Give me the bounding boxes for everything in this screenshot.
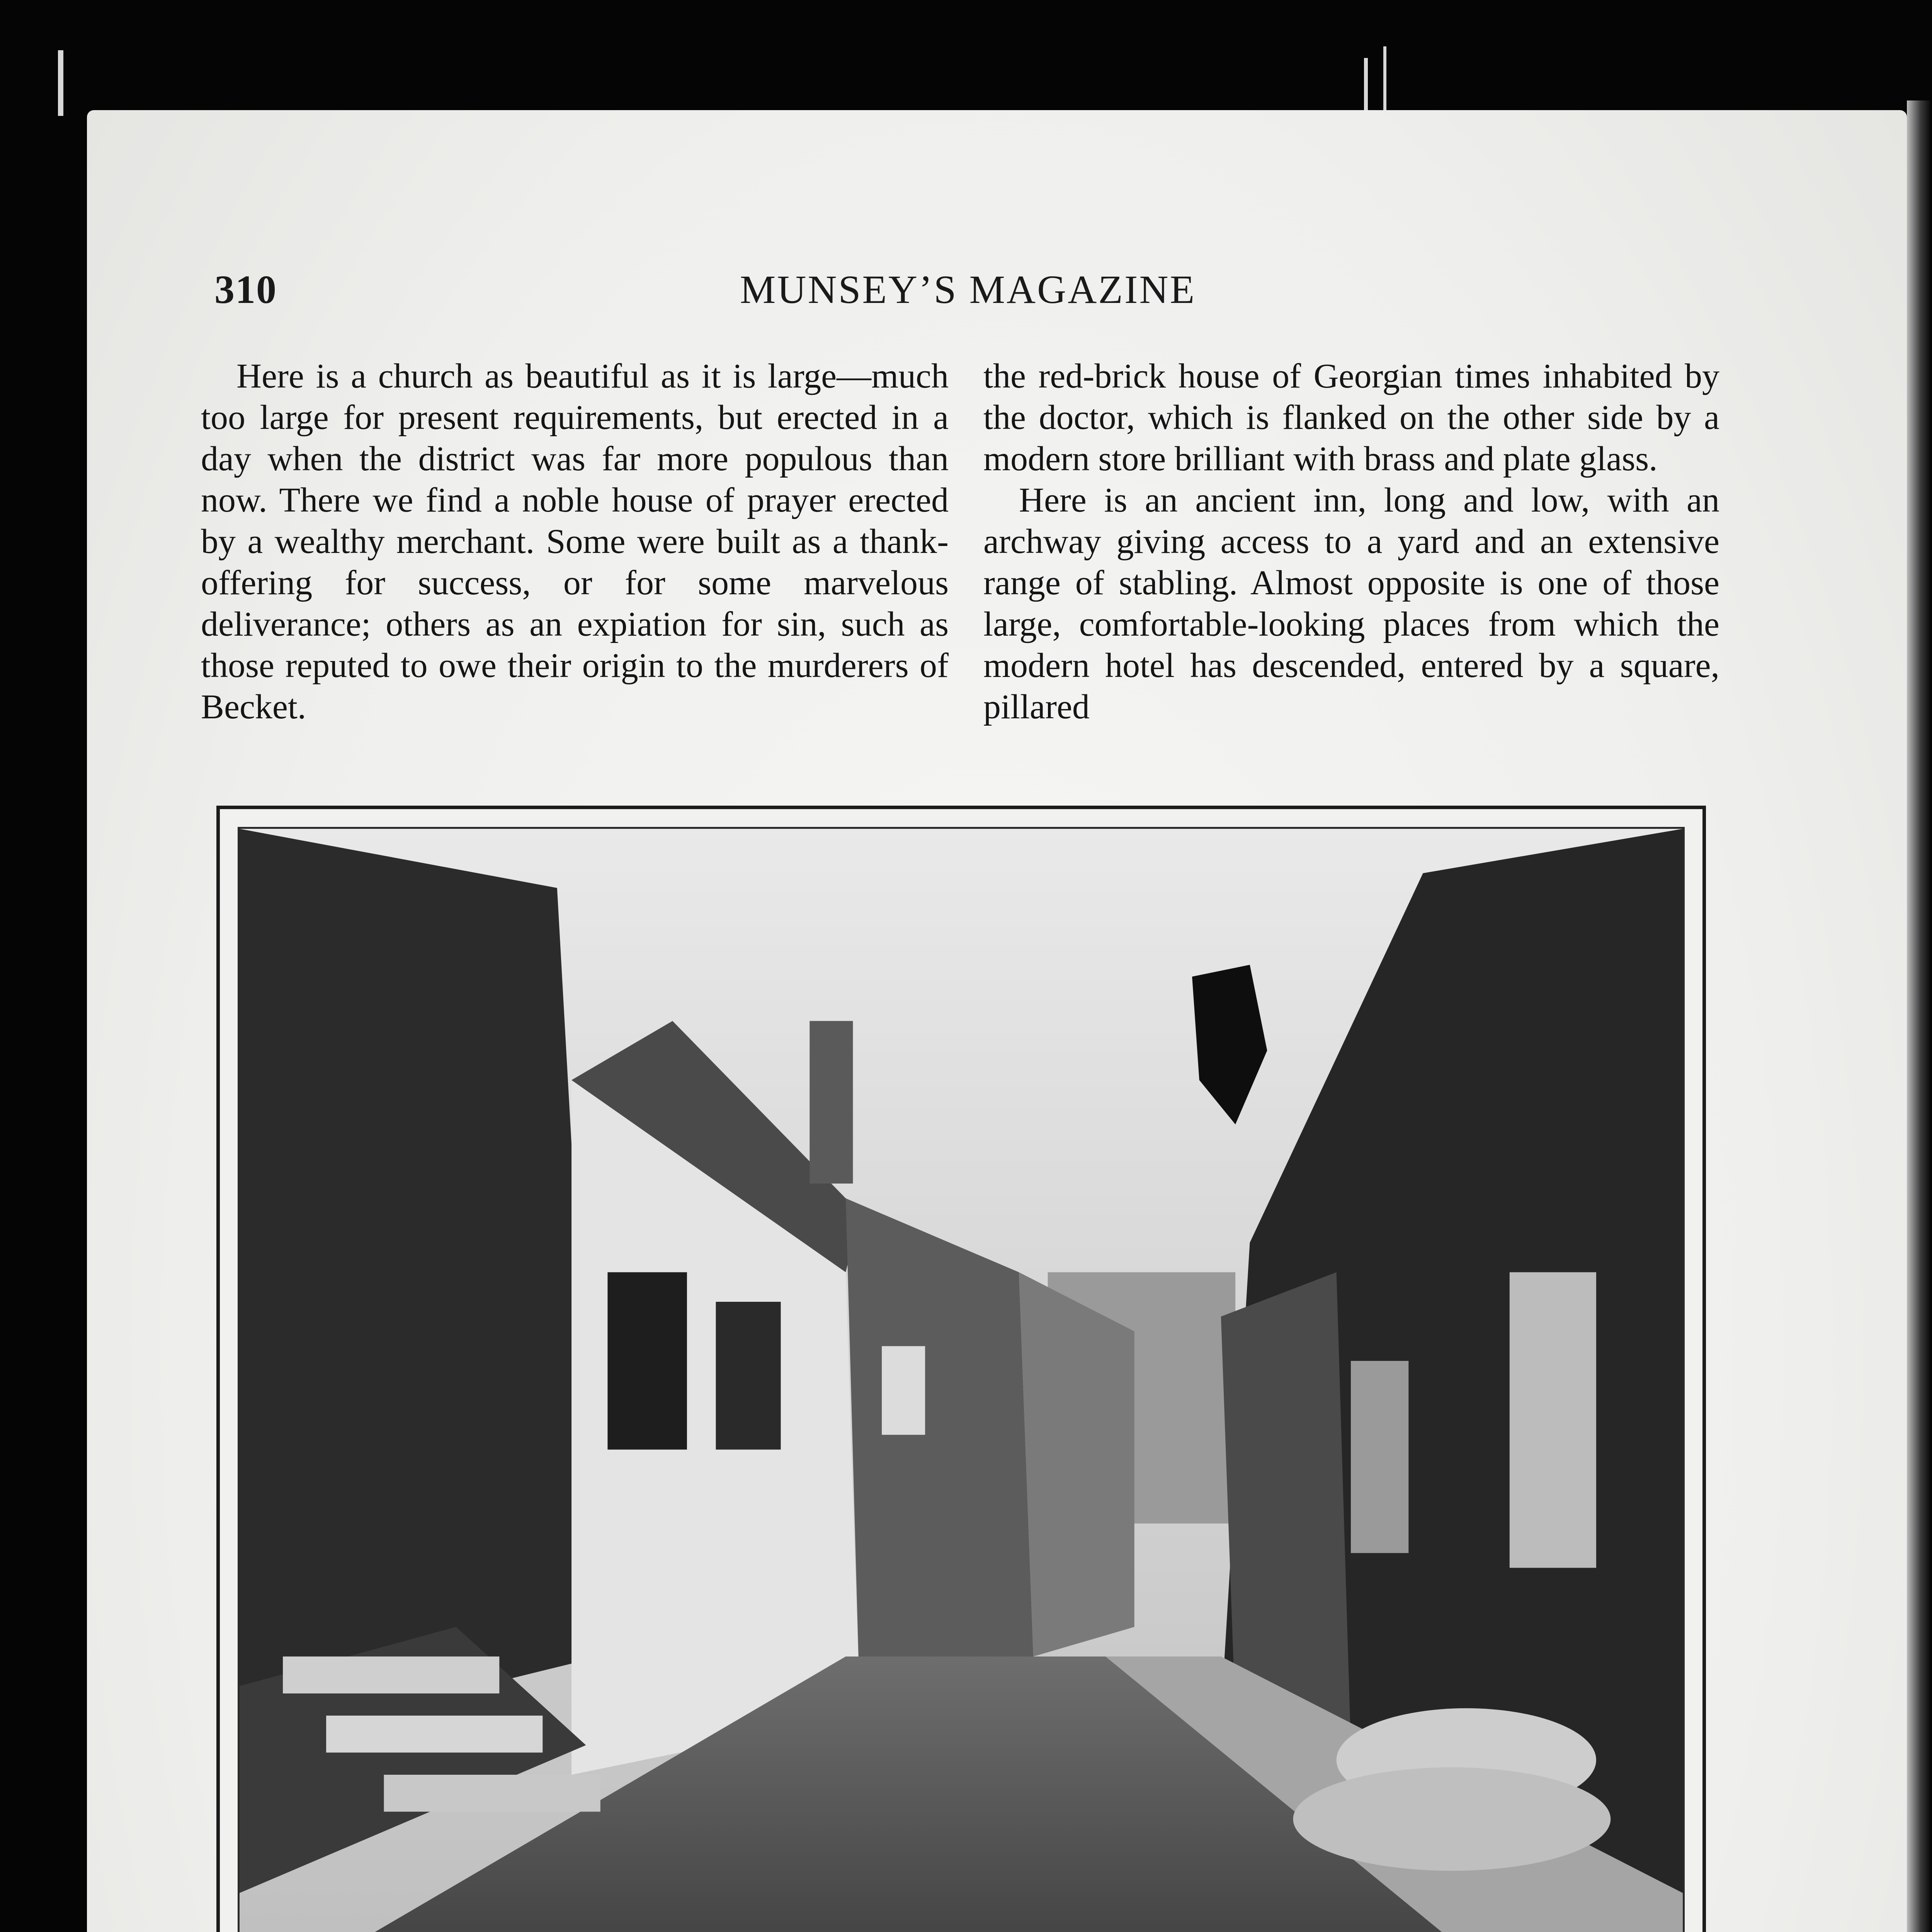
paragraph: Here is an ancient inn, long and low, with an archway giving access to a yard and an extensive range of stabling. Almost opposite is one of those large, comfortable-looking places from which the modern hotel has descended, entered by a square, pillared bbox=[983, 481, 1719, 726]
photo-frame bbox=[216, 806, 1706, 1932]
paragraph: the red-brick house of Georgian times inhabited by the doctor, which is flanked on the other side by a modern store brilliant with brass and plate glass. bbox=[983, 357, 1719, 478]
page-number: 310 bbox=[214, 267, 277, 312]
paragraph: Here is a church as beautiful as it is large—much too large for present requirements, but erected in a day when the district was far more populous than now. There we find a noble house of prayer erected by a wealthy merchant. Some were built as a thank-offering for success, or for some marvelous deliverance; others as an expiation for sin, such as those reputed to owe their origin to the murderers of Becket. bbox=[201, 357, 949, 726]
text-column-top-left bbox=[201, 355, 949, 728]
running-head bbox=[214, 267, 1721, 325]
street-photo-illustration bbox=[240, 829, 1683, 1932]
street-photograph bbox=[238, 827, 1685, 1932]
text-column-top-right bbox=[983, 355, 1719, 728]
scan-artifact-left bbox=[58, 50, 63, 116]
page-gutter bbox=[1907, 100, 1930, 1932]
magazine-title: MUNSEY’S MAGAZINE bbox=[740, 267, 1196, 312]
scan-artifact-top-2 bbox=[1383, 46, 1386, 120]
